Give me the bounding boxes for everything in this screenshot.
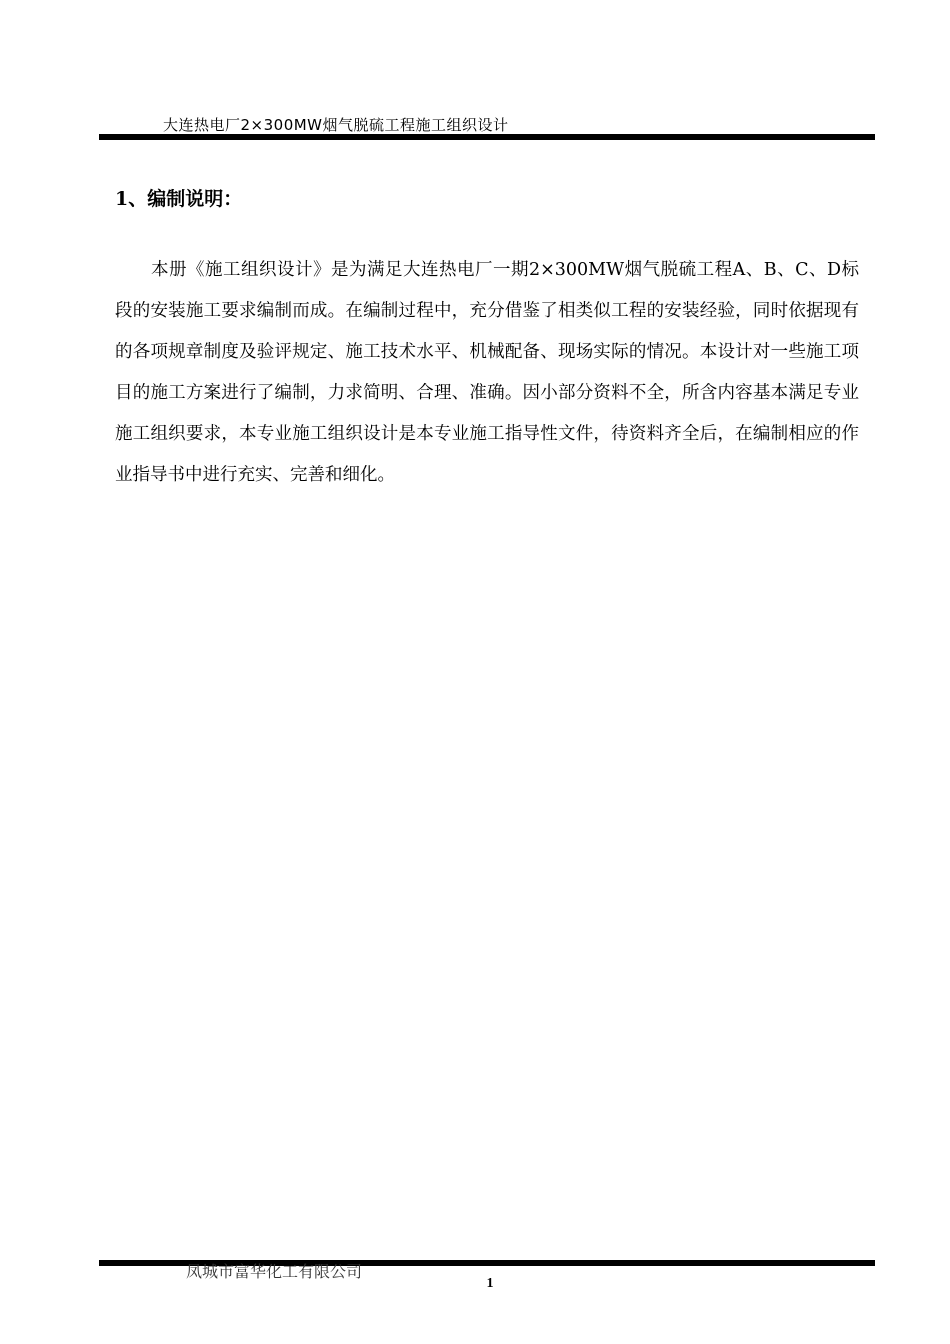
document-header-title: 大连热电厂2×300MW烟气脱硫工程施工组织设计 bbox=[163, 116, 509, 134]
page-number: 1 bbox=[486, 1276, 494, 1291]
section-heading: 1、编制说明： bbox=[115, 188, 243, 210]
header-rule bbox=[99, 134, 875, 140]
footer-company-name: 凤城市富华化工有限公司 bbox=[186, 1262, 363, 1281]
body-paragraph: 本册《施工组织设计》是为满足大连热电厂一期2×300MW烟气脱硫工程A、B、C、D标段的安装施工要求编制而成。在编制过程中，充分借鉴了相类似工程的安装经验，同时依据现有的各项规章制度及验评规定、施工技术水平、机械配备、现场实际的情况。本设计对一些施工项目的施工方案进行了编制，力求简明、合理、准确。因小部分资料不全，所含内容基本满足专业施工组织要求，本专业施工组织设计是本专业施工指导性文件，待资料齐全后，在编制相应的作业指导书中进行充实、完善和细化。 bbox=[115, 260, 859, 485]
